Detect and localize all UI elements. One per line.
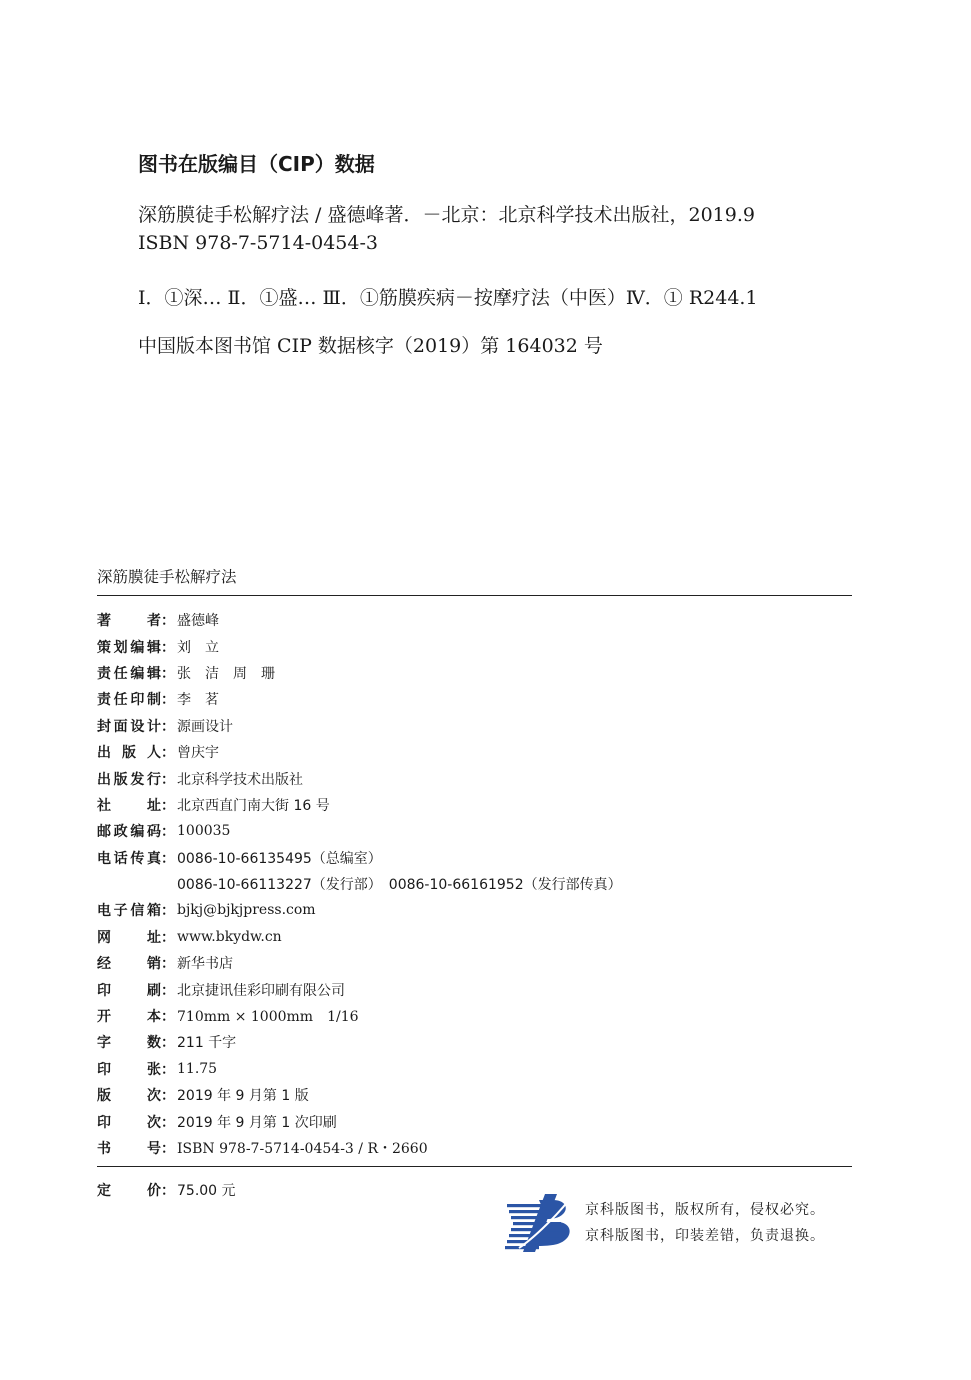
info-value: 0086-10-66135495（总编室） xyxy=(177,850,382,867)
info-label-char: 编 xyxy=(130,824,145,841)
info-label-char: 真 xyxy=(146,850,161,867)
info-row xyxy=(97,713,622,739)
colon: ： xyxy=(161,929,175,946)
info-label xyxy=(97,742,161,762)
price-row xyxy=(97,1178,236,1202)
info-row xyxy=(97,871,622,897)
info-label-char: 邮 xyxy=(97,824,111,841)
info-label-char: 计 xyxy=(146,718,161,735)
info-value: 2019 年 9 月第 1 版 xyxy=(177,1088,309,1105)
info-value: 盛德峰 xyxy=(177,613,219,630)
info-label-char: 号 xyxy=(147,1141,161,1157)
info-row xyxy=(97,1003,622,1029)
colon: ： xyxy=(161,692,175,709)
colon: ： xyxy=(161,718,175,735)
info-value: 11.75 xyxy=(177,1060,218,1077)
info-value: 曾庆宇 xyxy=(177,745,219,762)
info-label xyxy=(97,1112,161,1132)
price-value: 75.00 元 xyxy=(177,1183,236,1199)
info-row xyxy=(97,950,622,976)
info-value: 710mm × 1000mm 1/16 xyxy=(177,1009,359,1026)
info-value: 刘 立 xyxy=(177,639,219,656)
info-label xyxy=(97,610,161,630)
info-table xyxy=(97,607,622,1161)
info-label-char: 策 xyxy=(97,639,111,656)
info-label xyxy=(97,689,161,709)
info-row xyxy=(97,633,622,659)
info-value: 张 洁 周 珊 xyxy=(177,665,275,682)
info-label-char: 张 xyxy=(147,1061,161,1078)
info-label xyxy=(97,980,161,1000)
info-label-char: 刷 xyxy=(147,982,161,999)
colon: ： xyxy=(161,797,175,814)
info-row xyxy=(97,845,622,871)
info-value: www.bkydw.cn xyxy=(177,928,282,945)
colon: ： xyxy=(161,771,175,788)
book-title: 深筋膜徒手松解疗法 xyxy=(97,568,237,586)
info-row xyxy=(97,1029,622,1055)
info-row xyxy=(97,924,622,950)
colon: ： xyxy=(161,745,175,762)
top-rule xyxy=(97,595,852,596)
info-row xyxy=(97,1135,622,1161)
info-label xyxy=(97,795,161,815)
info-label-char: 话 xyxy=(113,850,128,867)
colon: ： xyxy=(161,850,175,867)
colon: ： xyxy=(161,956,175,973)
info-label-char: 版 xyxy=(97,1088,111,1105)
price-label-char: 价 xyxy=(147,1183,161,1199)
info-row xyxy=(97,660,622,686)
cip-classification-line: Ⅰ．①深… Ⅱ．①盛… Ⅲ．①筋膜疾病－按摩疗法（中医）Ⅳ．① R244.1 xyxy=(138,287,758,309)
info-label xyxy=(97,1085,161,1105)
notice-replacement: 京科版图书，印装差错，负责退换。 xyxy=(585,1228,825,1244)
colon: ： xyxy=(161,665,175,682)
info-value: 211 千字 xyxy=(177,1035,237,1052)
info-value: bjkj@bjkjpress.com xyxy=(177,902,316,919)
info-label-char: 划 xyxy=(113,639,128,656)
info-label-char: 编 xyxy=(130,665,145,682)
info-label-char: 书 xyxy=(97,1141,111,1157)
info-label-char: 销 xyxy=(147,956,161,973)
info-row xyxy=(97,607,622,633)
info-label-char: 出 xyxy=(97,771,111,788)
info-label xyxy=(97,663,161,683)
info-label xyxy=(97,1032,161,1052)
info-label-char: 发 xyxy=(130,771,145,788)
info-label-char: 址 xyxy=(147,929,161,946)
info-row xyxy=(97,897,622,923)
info-label-char: 辑 xyxy=(146,665,161,682)
info-label-char: 信 xyxy=(130,903,145,920)
info-value: 北京西直门南大街 16 号 xyxy=(177,797,330,814)
info-label-char: 印 xyxy=(97,1114,111,1131)
info-label-char: 经 xyxy=(97,956,111,973)
info-label xyxy=(97,769,161,789)
info-label-char: 责 xyxy=(97,692,111,709)
info-label-char: 任 xyxy=(113,665,128,682)
info-value: 北京科学技术出版社 xyxy=(177,771,303,788)
info-value: 李 茗 xyxy=(177,692,219,709)
info-label-char: 码 xyxy=(146,824,161,841)
info-label xyxy=(97,821,161,841)
price-label xyxy=(97,1180,161,1200)
colon: ： xyxy=(161,1061,175,1078)
info-label-char: 箱 xyxy=(146,903,161,920)
info-value: 0086-10-66113227（发行部） 0086-10-66161952（发行部传真） xyxy=(177,877,622,894)
info-label-char: 印 xyxy=(97,982,111,999)
info-label-char: 数 xyxy=(147,1035,161,1052)
info-label xyxy=(97,1006,161,1026)
info-label-char: 印 xyxy=(97,1061,111,1078)
info-label-char: 次 xyxy=(147,1114,161,1131)
info-row xyxy=(97,686,622,712)
info-label-char: 制 xyxy=(146,692,161,709)
info-row xyxy=(97,818,622,844)
info-label-char: 址 xyxy=(147,797,161,814)
info-label-char: 政 xyxy=(113,824,128,841)
info-label-char: 编 xyxy=(130,639,145,656)
info-label-char: 电 xyxy=(97,903,111,920)
info-label-char: 开 xyxy=(97,1009,111,1026)
colon: ： xyxy=(161,639,175,656)
info-label-char: 面 xyxy=(113,718,128,735)
info-row xyxy=(97,976,622,1002)
info-label-char: 著 xyxy=(97,613,111,630)
info-label-char: 责 xyxy=(97,665,111,682)
colon: ： xyxy=(161,903,175,920)
cip-record-line: 中国版本图书馆 CIP 数据核字（2019）第 164032 号 xyxy=(138,335,603,357)
info-label-char: 封 xyxy=(97,718,111,735)
info-label-char: 者 xyxy=(147,613,161,630)
info-label xyxy=(97,1138,161,1158)
colon: ： xyxy=(161,613,175,630)
info-label-char: 电 xyxy=(97,850,111,867)
colon: ： xyxy=(161,824,175,841)
info-label xyxy=(97,848,161,868)
info-label-char: 设 xyxy=(130,718,145,735)
cip-heading: 图书在版编目（CIP）数据 xyxy=(138,152,375,176)
info-label-char: 印 xyxy=(130,692,145,709)
info-label xyxy=(97,1059,161,1079)
price-label-char: 定 xyxy=(97,1183,111,1199)
colon: ： xyxy=(161,1114,175,1131)
info-row xyxy=(97,1108,622,1134)
info-row xyxy=(97,1082,622,1108)
info-value: 100035 xyxy=(177,823,231,840)
info-row xyxy=(97,792,622,818)
info-label-char: 本 xyxy=(147,1009,161,1026)
info-value: 2019 年 9 月第 1 次印刷 xyxy=(177,1114,337,1131)
info-label-char: 版 xyxy=(122,745,136,762)
info-label-char: 社 xyxy=(97,797,111,814)
info-label-char: 字 xyxy=(97,1035,111,1052)
colon: ： xyxy=(161,1183,175,1199)
info-label-char: 人 xyxy=(147,745,161,762)
info-value: 新华书店 xyxy=(177,956,233,973)
colon: ： xyxy=(161,1035,175,1052)
info-label-char: 任 xyxy=(113,692,128,709)
info-label xyxy=(97,927,161,947)
colon: ： xyxy=(161,1141,175,1157)
info-label xyxy=(97,716,161,736)
info-value: 源画设计 xyxy=(177,718,233,735)
colon: ： xyxy=(161,1088,175,1105)
info-label-char: 传 xyxy=(130,850,145,867)
info-label-char: 子 xyxy=(113,903,128,920)
info-label xyxy=(97,953,161,973)
cip-isbn-line: ISBN 978-7-5714-0454-3 xyxy=(138,232,378,254)
info-row xyxy=(97,765,622,791)
bottom-rule xyxy=(97,1166,852,1167)
info-row xyxy=(97,1056,622,1082)
info-label xyxy=(97,900,161,920)
publisher-logo-icon xyxy=(505,1190,577,1256)
info-label-char: 版 xyxy=(113,771,128,788)
info-label xyxy=(97,637,161,657)
info-label-char: 网 xyxy=(97,929,111,946)
colon: ： xyxy=(161,982,175,999)
info-row xyxy=(97,739,622,765)
info-label-char: 辑 xyxy=(146,639,161,656)
notice-copyright: 京科版图书，版权所有，侵权必究。 xyxy=(585,1202,825,1218)
info-label-char: 出 xyxy=(97,745,111,762)
info-value: 北京捷讯佳彩印刷有限公司 xyxy=(177,982,345,999)
cip-title-line: 深筋膜徒手松解疗法 / 盛德峰著．－北京：北京科学技术出版社，2019.9 xyxy=(138,204,755,226)
info-value: ISBN 978-7-5714-0454-3 / R・2660 xyxy=(177,1141,428,1157)
colon: ： xyxy=(161,1009,175,1026)
info-label-char: 行 xyxy=(146,771,161,788)
info-label-char: 次 xyxy=(147,1088,161,1105)
